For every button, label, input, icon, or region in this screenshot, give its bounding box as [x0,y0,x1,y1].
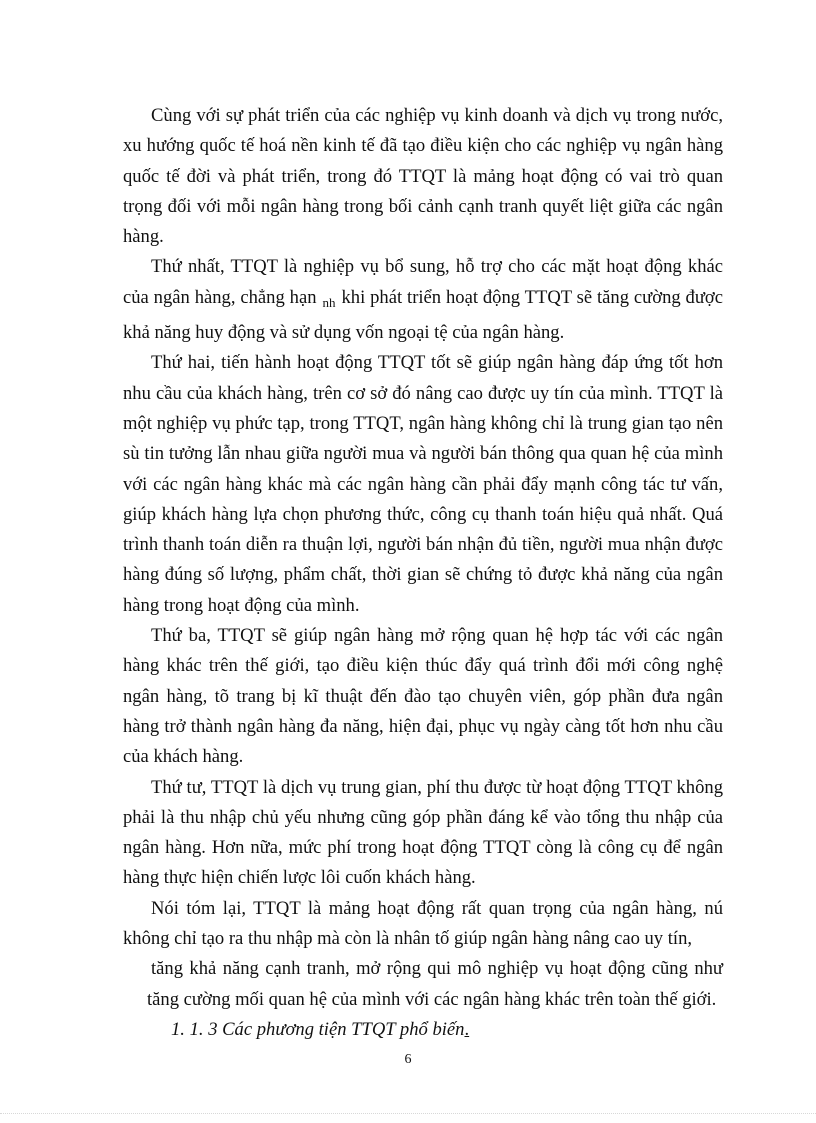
paragraph-fourth-point: Thứ tư, TTQT là dịch vụ trung gian, phí thu được từ hoạt động TTQT không phải là thu nhập chủ yếu nhưng cũng góp phần đáng kể vào tổng thu nhập của ngân hàng. Hơn nữa, mức phí trong hoạt động TTQT còng là công cụ để ngân hàng thực hiện chiến lược lôi cuốn khách hàng. [123,776,723,889]
paragraph-first-point [123,252,723,348]
paragraph-second-point: Thứ hai, tiến hành hoạt động TTQT tốt sẽ giúp ngân hàng đáp ứng tốt hơn nhu cầu của khách hàng, trên cơ sở đó nâng cao được uy tín của mình. TTQT là một nghiệp vụ phức tạp, trong TTQT, ngân hàng không chỉ là trung gian tạo nên sù tin tưởng lẫn nhau giữa người mua và người bán thông qua quan hệ của mình với các ngân hàng khác mà các ngân hàng cần phải đẩy mạnh công tác tư vấn, giúp khách hàng lựa chọn phương thức, công cụ thanh toán hiệu quả nhất. Quá trình thanh toán diễn ra thuận lợi, người bán nhận đủ tiền, người mua nhận được hàng đúng số lượng, phẩm chất, thời gian sẽ chứng tỏ được khả năng của ngân hàng trong hoạt động của mình. [123,352,723,616]
page-number: 6 [404,1052,412,1067]
section-heading-text: 1. 1. 3 Các phương tiện TTQT phổ biến [171,1018,465,1040]
first-point-text: Thứ nhất, TTQT là nghiệp vụ bổ sung, hỗ trợ cho các mặt hoạt động khác của ngân hàng, chẳng hạn [123,256,723,308]
subscript-fragment: nh [322,294,336,310]
first-point-text-cont: khi phát triển hoạt động TTQT sẽ tăng cường được khả năng huy động và sử dụng vốn ngoại tệ của ngân hàng. [123,286,723,344]
section-heading [123,1015,723,1045]
page-bottom-divider [0,1113,816,1114]
paragraph-intro: Cùng với sự phát triển của các nghiệp vụ kinh doanh và dịch vụ trong nước, xu hướng quốc tế hoá nền kinh tế đã tạo điều kiện cho các nghiệp vụ ngân hàng quốc tế đời và phát triển, trong đó TTQT là mảng hoạt động có vai trò quan trọng đối với mỗi ngân hàng trong bối cảnh cạnh tranh quyết liệt giữa các ngân hàng. [123,105,723,248]
paragraph-conclusion-cont: tăng khả năng cạnh tranh, mở rộng qui mô nghiệp vụ hoạt động cũng như tăng cường mối quan hệ của mình với các ngân hàng khác trên toàn thế giới. [147,958,723,1010]
section-heading-dot: . [464,1018,470,1040]
paragraph-third-point: Thứ ba, TTQT sẽ giúp ngân hàng mở rộng quan hệ hợp tác với các ngân hàng khác trên thế giới, tạo điều kiện thúc đẩy quá trình đổi mới công nghệ ngân hàng, tõ trang bị kĩ thuật đến đào tạo chuyên viên, góp phần đưa ngân hàng trở thành ngân hàng đa năng, hiện đại, phục vụ ngày càng tốt hơn nhu cầu của khách hàng. [123,625,723,768]
body-text [123,101,723,1045]
paragraph-conclusion: Nói tóm lại, TTQT là mảng hoạt động rất quan trọng của ngân hàng, nú không chỉ tạo ra thu nhập mà còn là nhân tố giúp ngân hàng nâng cao uy tín, [123,897,723,950]
